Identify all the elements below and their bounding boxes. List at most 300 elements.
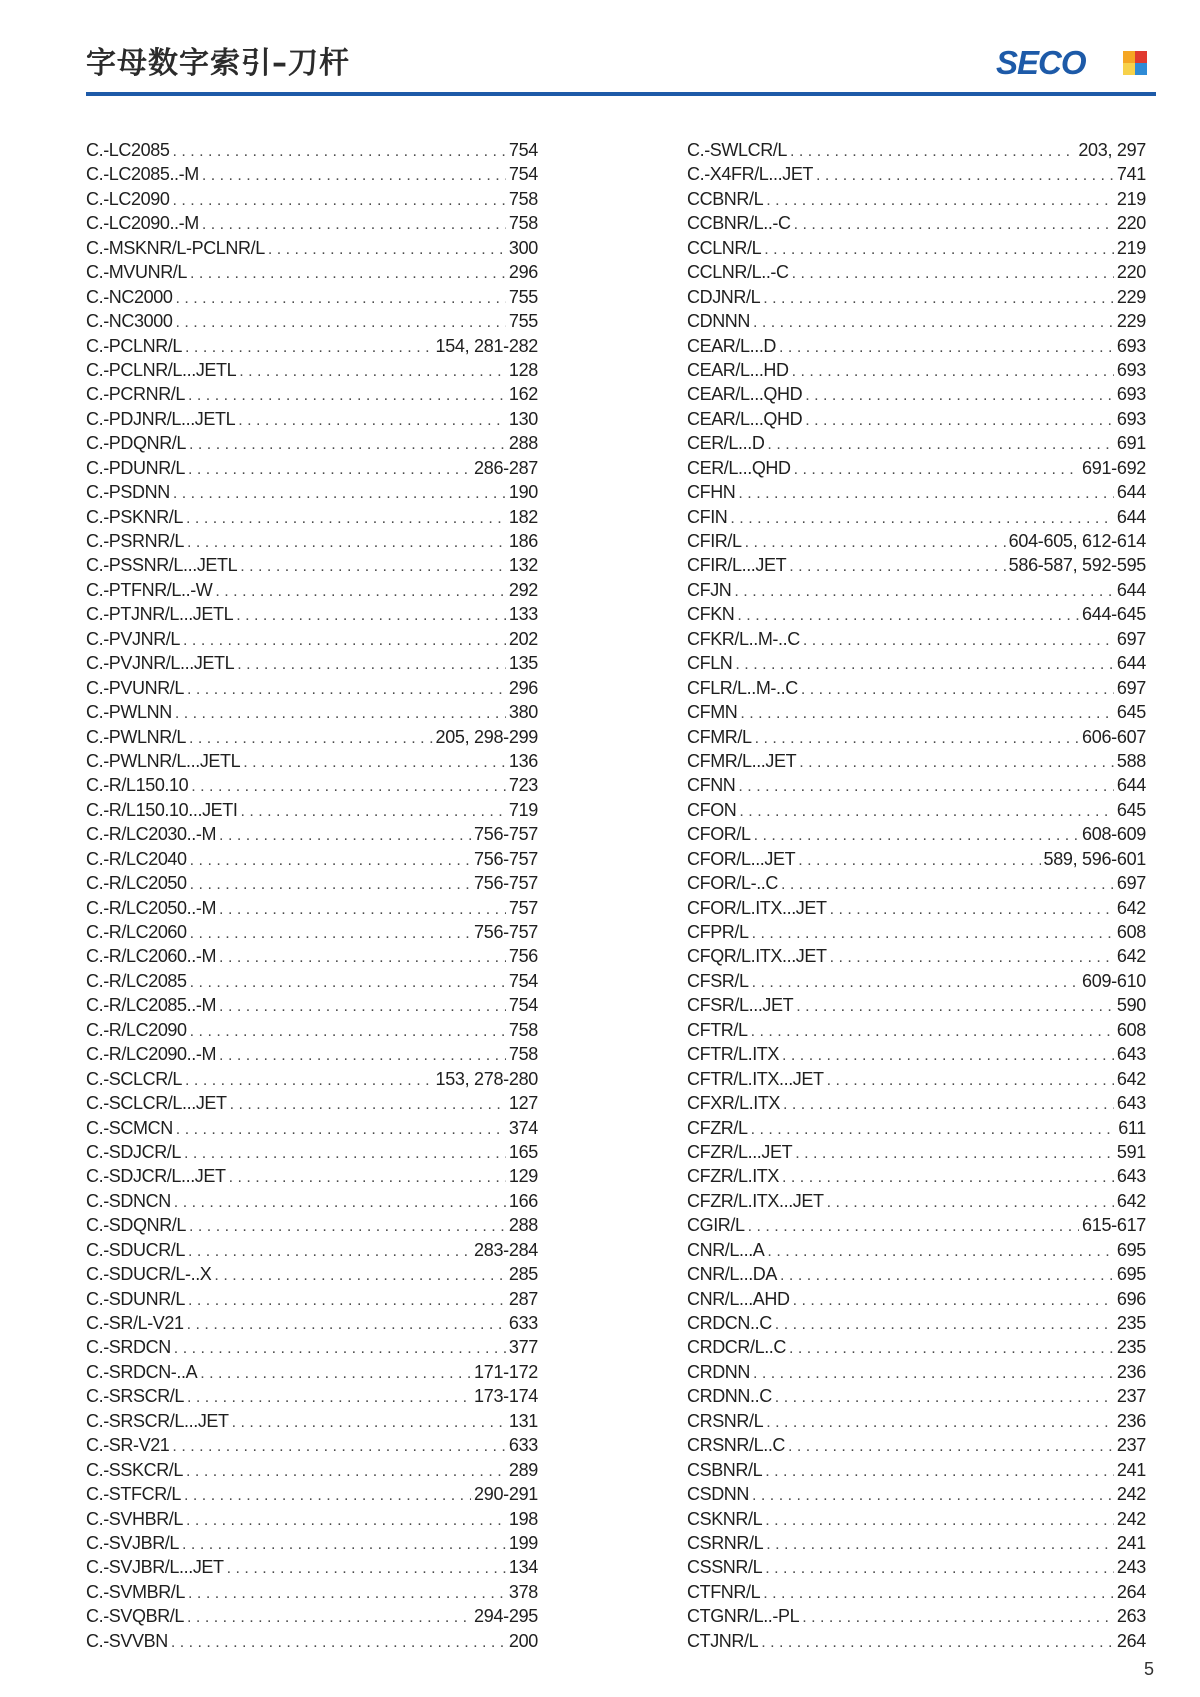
entry-code: C.-SRSCR/L...JET xyxy=(86,1410,229,1431)
dot-leader xyxy=(738,775,1113,799)
index-entry xyxy=(687,725,1146,749)
index-entry xyxy=(86,1238,538,1262)
entry-page: 642 xyxy=(1116,946,1146,967)
index-entry xyxy=(687,920,1146,944)
index-entry xyxy=(687,1018,1146,1042)
index-entry xyxy=(86,1384,538,1408)
entry-page: 374 xyxy=(508,1117,538,1138)
dot-leader xyxy=(792,262,1114,286)
dot-leader xyxy=(187,1606,471,1630)
entry-code: CFNN xyxy=(687,775,736,796)
index-entry xyxy=(86,920,538,944)
entry-code: CCLNR/L..-C xyxy=(687,262,789,283)
index-column-right xyxy=(687,138,1146,1653)
dot-leader xyxy=(755,727,1079,751)
index-entry xyxy=(687,1580,1146,1604)
entry-page: 378 xyxy=(508,1581,538,1602)
entry-code: CFSR/L xyxy=(687,970,749,991)
dot-leader xyxy=(219,995,506,1019)
dot-leader xyxy=(740,702,1113,726)
entry-page: 235 xyxy=(1116,1337,1146,1358)
entry-code: C.-SCLCR/L...JET xyxy=(86,1093,227,1114)
index-entry xyxy=(86,1311,538,1335)
dot-leader xyxy=(188,458,471,482)
dot-leader xyxy=(190,922,471,946)
entry-code: C.-SCMCN xyxy=(86,1117,173,1138)
entry-page: 697 xyxy=(1116,628,1146,649)
entry-page: 644 xyxy=(1116,579,1146,600)
dot-leader xyxy=(790,140,1075,164)
entry-code: C.-SRDCN xyxy=(86,1337,171,1358)
entry-page: 199 xyxy=(508,1532,538,1553)
entry-page: 377 xyxy=(508,1337,538,1358)
entry-page: 586-587, 592-595 xyxy=(1008,555,1146,576)
dot-leader xyxy=(830,946,1114,970)
entry-code: C.-SDUNR/L xyxy=(86,1288,186,1309)
entry-code: CTGNR/L..-PL xyxy=(687,1606,800,1627)
entry-page: 290-291 xyxy=(474,1484,538,1505)
entry-page: 237 xyxy=(1116,1386,1146,1407)
entry-code: CRSNR/L xyxy=(687,1410,764,1431)
entry-page: 133 xyxy=(508,604,538,625)
entry-page: 756-757 xyxy=(474,824,538,845)
entry-code: CSKNR/L xyxy=(687,1508,763,1529)
dot-leader xyxy=(184,1484,471,1508)
dot-leader xyxy=(830,898,1114,922)
entry-code: C.-MVUNR/L xyxy=(86,262,188,283)
dot-leader xyxy=(761,1631,1114,1655)
dot-leader xyxy=(792,360,1114,384)
entry-code: CFSR/L...JET xyxy=(687,995,794,1016)
entry-code: CFKN xyxy=(687,604,735,625)
entry-page: 263 xyxy=(1116,1606,1146,1627)
dot-leader xyxy=(188,1289,506,1313)
entry-page: 136 xyxy=(508,750,538,771)
index-entry xyxy=(86,1507,538,1531)
entry-code: CNR/L...A xyxy=(687,1239,765,1260)
entry-code: CEAR/L...QHD xyxy=(687,408,803,429)
dot-leader xyxy=(788,1435,1114,1459)
entry-page: 696 xyxy=(1116,1288,1146,1309)
index-entry xyxy=(687,627,1146,651)
index-entry xyxy=(687,944,1146,968)
entry-code: CFZR/L.ITX xyxy=(687,1166,780,1187)
dot-leader xyxy=(186,1509,506,1533)
dot-leader xyxy=(752,971,1079,995)
entry-code: C.-MSKNR/L-PCLNR/L xyxy=(86,237,265,258)
index-entry xyxy=(86,382,538,406)
dot-leader xyxy=(182,1533,506,1557)
header-rule xyxy=(86,92,1156,96)
dot-leader xyxy=(188,384,506,408)
index-entry xyxy=(687,1164,1146,1188)
index-entry xyxy=(687,1189,1146,1213)
entry-code: C.-NC2000 xyxy=(86,286,173,307)
entry-code: C.-PSRNR/L xyxy=(86,531,185,551)
entry-code: CFOR/L.ITX...JET xyxy=(687,897,827,918)
dot-leader xyxy=(189,727,432,751)
entry-page: 756-757 xyxy=(474,848,538,869)
entry-page: 130 xyxy=(508,408,538,429)
dot-leader xyxy=(230,1093,506,1117)
index-entry xyxy=(86,1604,538,1628)
dot-leader xyxy=(238,409,506,433)
entry-page: 643 xyxy=(1116,1044,1146,1065)
entry-code: CFOR/L-..C xyxy=(687,873,779,894)
dot-leader xyxy=(239,360,506,384)
entry-code: C.-R/LC2060..-M xyxy=(86,946,217,967)
entry-code: CFPR/L xyxy=(687,922,749,942)
index-entry xyxy=(687,1091,1146,1115)
entry-page: 220 xyxy=(1116,213,1146,234)
entry-page: 756-757 xyxy=(474,873,538,894)
index-entry xyxy=(687,456,1146,480)
index-entry xyxy=(86,187,538,211)
dot-leader xyxy=(172,1435,505,1459)
entry-page: 609-610 xyxy=(1082,970,1146,991)
index-entry xyxy=(687,1482,1146,1506)
entry-code: C.-PCLNR/L xyxy=(86,335,183,356)
index-entry xyxy=(86,529,538,553)
entry-page: 236 xyxy=(1116,1361,1146,1382)
entry-code: C.-PSSNR/L...JETL xyxy=(86,555,238,576)
index-entry xyxy=(687,529,1146,553)
entry-page: 642 xyxy=(1116,1068,1146,1089)
index-entry xyxy=(86,1018,538,1042)
entry-page: 205, 298-299 xyxy=(435,726,538,747)
entry-page: 294-295 xyxy=(474,1606,538,1627)
index-entry xyxy=(86,627,538,651)
dot-leader xyxy=(184,1142,506,1166)
dot-leader xyxy=(202,164,506,188)
entry-code: C.-PVJNR/L...JETL xyxy=(86,653,235,674)
entry-code: C.-PVJNR/L xyxy=(86,628,181,649)
entry-page: 642 xyxy=(1116,897,1146,918)
dot-leader xyxy=(190,1020,506,1044)
dot-leader xyxy=(739,800,1113,824)
entry-code: C.-SVMBR/L xyxy=(86,1581,186,1602)
index-entry xyxy=(86,505,538,529)
entry-page: 296 xyxy=(508,677,538,698)
entry-page: 755 xyxy=(508,311,538,332)
index-entry xyxy=(687,822,1146,846)
entry-page: 633 xyxy=(508,1435,538,1456)
entry-page: 693 xyxy=(1116,384,1146,405)
entry-code: C.-SVHBR/L xyxy=(86,1508,184,1529)
index-entry xyxy=(86,1555,538,1579)
index-entry xyxy=(86,407,538,431)
entry-code: CEAR/L...QHD xyxy=(687,384,803,405)
index-entry xyxy=(687,260,1146,284)
entry-page: 182 xyxy=(508,506,538,527)
entry-code: CFMN xyxy=(687,702,738,723)
entry-page: 604-605, 612-614 xyxy=(1008,531,1146,551)
index-entry xyxy=(86,1287,538,1311)
entry-page: 697 xyxy=(1116,873,1146,894)
index-entry xyxy=(687,700,1146,724)
entry-code: C.-NC3000 xyxy=(86,311,173,332)
dot-leader xyxy=(798,849,1040,873)
entry-code: CFKR/L..M-..C xyxy=(687,628,800,649)
entry-code: CDJNR/L xyxy=(687,286,761,307)
dot-leader xyxy=(190,971,506,995)
index-entry xyxy=(687,1531,1146,1555)
entry-page: 643 xyxy=(1116,1166,1146,1187)
entry-code: C.-X4FR/L...JET xyxy=(687,164,814,185)
entry-code: CFZR/L...JET xyxy=(687,1141,793,1162)
index-entry xyxy=(687,431,1146,455)
dot-leader xyxy=(191,775,506,799)
entry-code: CGIR/L xyxy=(687,1215,745,1236)
entry-page: 755 xyxy=(508,286,538,307)
entry-page: 241 xyxy=(1116,1532,1146,1553)
index-entry xyxy=(86,1067,538,1091)
entry-code: C.-R/LC2090..-M xyxy=(86,1044,217,1065)
page-title: 字母数字索引–刀杆 xyxy=(86,46,350,81)
entry-page: 243 xyxy=(1116,1557,1146,1578)
entry-code: C.-R/LC2085 xyxy=(86,970,187,991)
entry-page: 229 xyxy=(1116,286,1146,307)
entry-code: CRSNR/L..C xyxy=(687,1435,786,1456)
dot-leader xyxy=(229,1166,506,1190)
entry-code: CFIN xyxy=(687,506,728,527)
index-entry xyxy=(86,260,538,284)
dot-leader xyxy=(240,800,505,824)
dot-leader xyxy=(202,213,506,237)
index-entry xyxy=(86,1433,538,1457)
dot-leader xyxy=(188,1582,506,1606)
entry-code: C.-SRDCN-..A xyxy=(86,1361,198,1382)
dot-leader xyxy=(219,946,506,970)
dot-leader xyxy=(187,1386,471,1410)
entry-code: C.-PSKNR/L xyxy=(86,506,184,527)
dot-leader xyxy=(765,1557,1114,1581)
entry-page: 754 xyxy=(508,164,538,185)
dot-leader xyxy=(765,1460,1114,1484)
dot-leader xyxy=(175,702,506,726)
index-entry xyxy=(86,1042,538,1066)
index-entry xyxy=(86,162,538,186)
entry-code: CNR/L...AHD xyxy=(687,1288,790,1309)
index-entry xyxy=(687,1433,1146,1457)
entry-code: CFZR/L.ITX...JET xyxy=(687,1190,824,1211)
index-entry xyxy=(687,1629,1146,1653)
index-entry xyxy=(86,1360,538,1384)
entry-code: C.-R/L150.10...JETI xyxy=(86,799,238,820)
index-entry xyxy=(86,1531,538,1555)
index-entry xyxy=(687,969,1146,993)
index-entry xyxy=(86,749,538,773)
index-entry xyxy=(86,431,538,455)
entry-page: 129 xyxy=(508,1166,538,1187)
index-entry xyxy=(687,993,1146,1017)
entry-code: CEAR/L...D xyxy=(687,335,777,356)
dot-leader xyxy=(187,678,506,702)
dot-leader xyxy=(240,555,506,579)
dot-leader xyxy=(738,482,1113,506)
index-entry xyxy=(86,1262,538,1286)
index-entry xyxy=(687,1140,1146,1164)
dot-leader xyxy=(734,580,1113,604)
index-entry xyxy=(687,798,1146,822)
index-entry xyxy=(86,285,538,309)
index-entry xyxy=(687,162,1146,186)
entry-code: CFLR/L..M-..C xyxy=(687,677,798,698)
entry-code: C.-R/LC2090 xyxy=(86,1019,187,1040)
dot-leader xyxy=(175,287,505,311)
page-number: 5 xyxy=(1144,1659,1155,1679)
dot-leader xyxy=(752,1484,1114,1508)
entry-code: CFOR/L...JET xyxy=(687,848,796,869)
dot-leader xyxy=(190,873,471,897)
index-entry xyxy=(687,1042,1146,1066)
dot-leader xyxy=(186,1460,506,1484)
index-entry xyxy=(687,1238,1146,1262)
entry-page: 219 xyxy=(1116,237,1146,258)
entry-page: 296 xyxy=(508,262,538,283)
index-entry xyxy=(86,1213,538,1237)
dot-leader xyxy=(745,531,1006,555)
dot-leader xyxy=(174,1191,506,1215)
entry-code: CFIR/L...JET xyxy=(687,555,787,576)
entry-code: CER/L...D xyxy=(687,433,765,454)
dot-leader xyxy=(188,1240,471,1264)
entry-page: 264 xyxy=(1116,1581,1146,1602)
index-entry xyxy=(86,798,538,822)
dot-leader xyxy=(783,1093,1114,1117)
entry-page: 289 xyxy=(508,1459,538,1480)
entry-code: CFTR/L.ITX xyxy=(687,1044,780,1065)
index-column-left xyxy=(86,138,538,1653)
dot-leader xyxy=(172,140,505,164)
index-entry xyxy=(86,1580,538,1604)
entry-code: C.-SDUCR/L-..X xyxy=(86,1264,212,1285)
entry-page: 242 xyxy=(1116,1508,1146,1529)
dot-leader xyxy=(754,824,1079,848)
index-entry xyxy=(687,1335,1146,1359)
entry-page: 756 xyxy=(508,946,538,967)
entry-code: C.-SSKCR/L xyxy=(86,1459,184,1480)
entry-code: C.-PDQNR/L xyxy=(86,433,187,454)
entry-page: 642 xyxy=(1116,1190,1146,1211)
entry-code: C.-SVJBR/L xyxy=(86,1532,180,1553)
index-entry xyxy=(687,334,1146,358)
entry-code: CRDNN xyxy=(687,1361,750,1382)
entry-code: C.-R/LC2040 xyxy=(86,848,187,869)
index-entry xyxy=(687,871,1146,895)
entry-page: 283-284 xyxy=(474,1239,538,1260)
dot-leader xyxy=(779,336,1114,360)
dot-leader xyxy=(186,507,506,531)
entry-page: 719 xyxy=(508,799,538,820)
entry-page: 644 xyxy=(1116,775,1146,796)
entry-code: C.-LC2085 xyxy=(86,140,170,160)
entry-code: CFTR/L xyxy=(687,1019,748,1040)
entry-code: CCBNR/L xyxy=(687,188,764,209)
entry-code: C.-PDJNR/L...JETL xyxy=(86,408,236,429)
index-entry xyxy=(86,676,538,700)
entry-page: 756-757 xyxy=(474,922,538,942)
entry-code: CFMR/L...JET xyxy=(687,750,797,771)
entry-page: 220 xyxy=(1116,262,1146,283)
entry-page: 288 xyxy=(508,1215,538,1236)
index-entry xyxy=(687,1458,1146,1482)
entry-page: 608 xyxy=(1116,1019,1146,1040)
entry-code: C.-SR-V21 xyxy=(86,1435,170,1456)
dot-leader xyxy=(789,1337,1114,1361)
index-entry xyxy=(687,236,1146,260)
entry-page: 190 xyxy=(508,482,538,503)
entry-page: 287 xyxy=(508,1288,538,1309)
dot-leader xyxy=(214,1264,505,1288)
entry-page: 591 xyxy=(1116,1141,1146,1162)
entry-page: 135 xyxy=(508,653,538,674)
entry-page: 645 xyxy=(1116,702,1146,723)
entry-code: CFZR/L xyxy=(687,1117,748,1138)
index-entry xyxy=(687,505,1146,529)
dot-leader xyxy=(782,1044,1114,1068)
dot-leader xyxy=(174,1337,506,1361)
entry-code: CRDNN..C xyxy=(687,1386,772,1407)
index-entry xyxy=(86,334,538,358)
entry-code: CRDCR/L..C xyxy=(687,1337,787,1358)
entry-code: C.-SCLCR/L xyxy=(86,1068,183,1089)
dot-leader xyxy=(801,678,1114,702)
entry-code: CFHN xyxy=(687,482,736,503)
entry-page: 171-172 xyxy=(474,1361,538,1382)
entry-page: 380 xyxy=(508,702,538,723)
seco-logo xyxy=(996,44,1156,81)
entry-code: C.-PWLNN xyxy=(86,702,172,723)
entry-code: C.-R/LC2030..-M xyxy=(86,824,217,845)
dot-leader xyxy=(780,1264,1114,1288)
dot-leader xyxy=(767,1240,1113,1264)
entry-code: C.-R/LC2085..-M xyxy=(86,995,217,1016)
entry-page: 288 xyxy=(508,433,538,454)
dot-leader xyxy=(172,189,505,213)
index-entry xyxy=(687,382,1146,406)
entry-page: 644-645 xyxy=(1082,604,1146,625)
entry-code: C.-LC2090..-M xyxy=(86,213,199,234)
dot-leader xyxy=(219,824,471,848)
index-entry xyxy=(687,578,1146,602)
entry-code: CFLN xyxy=(687,653,733,674)
index-entry xyxy=(687,358,1146,382)
entry-code: C.-PWLNR/L xyxy=(86,726,187,747)
dot-leader xyxy=(219,898,506,922)
entry-page: 606-607 xyxy=(1082,726,1146,747)
entry-page: 229 xyxy=(1116,311,1146,332)
entry-page: 264 xyxy=(1116,1630,1146,1651)
index-entry xyxy=(687,285,1146,309)
entry-page: 128 xyxy=(508,359,538,380)
entry-page: 754 xyxy=(508,140,538,160)
entry-code: C.-SDNCN xyxy=(86,1190,171,1211)
dot-leader xyxy=(782,1166,1114,1190)
entry-code: CNR/L...DA xyxy=(687,1264,778,1285)
entry-page: 166 xyxy=(508,1190,538,1211)
entry-code: C.-LC2085..-M xyxy=(86,164,199,185)
entry-code: C.-PCLNR/L...JETL xyxy=(86,359,237,380)
index-entry xyxy=(86,578,538,602)
dot-leader xyxy=(763,1582,1114,1606)
entry-page: 691 xyxy=(1116,433,1146,454)
index-entry xyxy=(687,676,1146,700)
dot-leader xyxy=(737,604,1079,628)
entry-page: 608 xyxy=(1116,922,1146,942)
entry-page: 202 xyxy=(508,628,538,649)
dot-leader xyxy=(185,336,432,360)
